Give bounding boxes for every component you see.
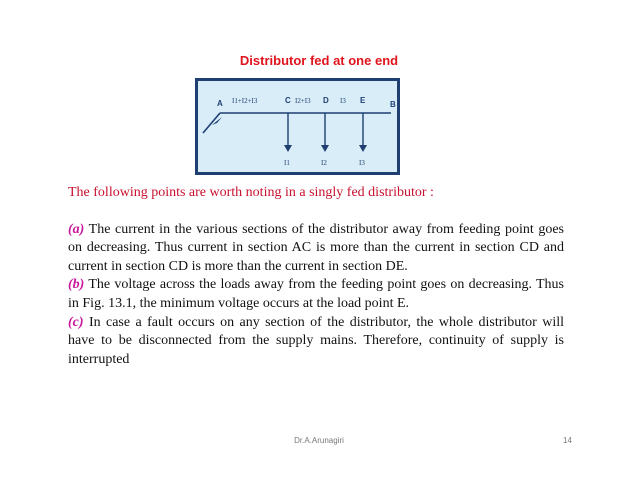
point-a: [68, 221, 564, 277]
section-label-cd: I2+I3: [295, 97, 311, 105]
point-a-text: The current in the various sections of the distributor away from feeding point goes on decreasing. Thus current in section AC is more than the current in section CD and current in section CD is more than the current in section DE.: [68, 221, 564, 274]
load-label-2: I2: [321, 159, 327, 167]
section-label-ac: I1+I2+I3: [232, 97, 258, 105]
point-label-c: C: [285, 96, 291, 105]
distributor-diagram-svg: [198, 81, 397, 172]
point-b-text: The voltage across the loads away from the feeding point goes on decreasing. Thus in Fig. 13.1, the minimum voltage occurs at the load point E.: [68, 277, 564, 311]
load-label-1: I1: [284, 159, 290, 167]
point-label-b: B: [390, 100, 396, 109]
point-c-text: In case a fault occurs on any section of the distributor, the whole distributor will have to be disconnected from the supply mains. Therefore, continuity of supply is interrupted: [68, 314, 564, 367]
point-c: [68, 314, 564, 370]
slide-title: Distributor fed at one end: [239, 53, 399, 68]
point-label-d: D: [323, 96, 329, 105]
point-b-marker: (b): [68, 277, 85, 293]
page-number: 14: [563, 436, 572, 445]
section-label-de: I3: [340, 97, 346, 105]
intro-text: The following points are worth noting in a singly fed distributor :: [68, 185, 434, 200]
feeder-line: [203, 113, 220, 133]
load-arrow-e: [359, 145, 367, 152]
point-a-marker: (a): [68, 221, 85, 237]
footer-author: Dr.A.Arunagiri: [294, 436, 344, 445]
point-b: [68, 276, 564, 313]
point-label-a: A: [217, 99, 223, 108]
point-label-e: E: [360, 96, 366, 105]
load-arrow-c: [284, 145, 292, 152]
load-arrow-d: [321, 145, 329, 152]
slide-body: [68, 184, 564, 369]
load-label-3: I3: [359, 159, 365, 167]
distributor-diagram: [195, 78, 400, 175]
point-c-marker: (c): [68, 314, 84, 330]
